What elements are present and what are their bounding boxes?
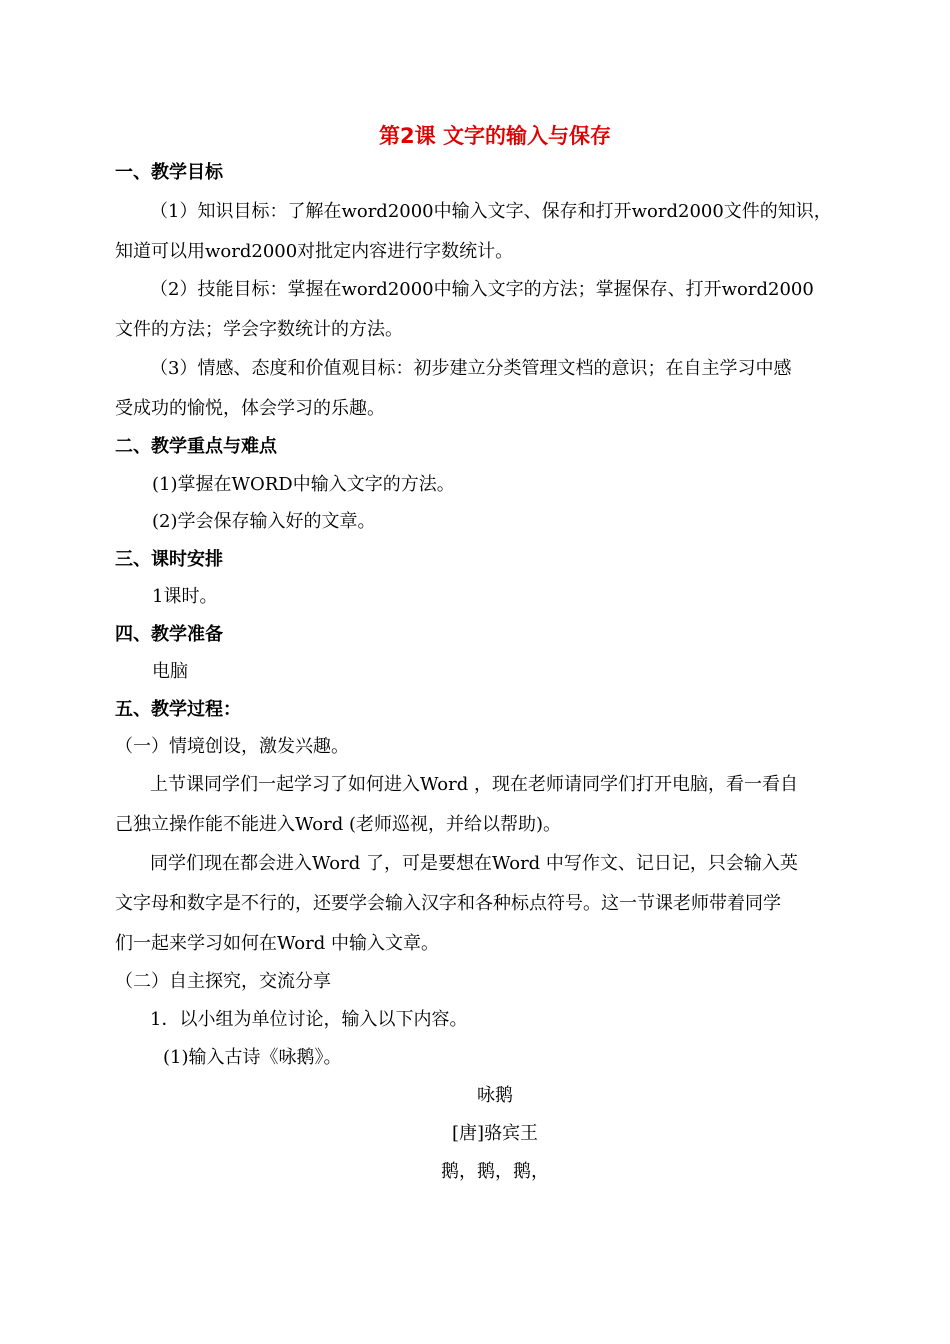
objective-knowledge-line2: 知道可以用word2000对批定内容进行字数统计。 [115, 241, 514, 262]
section-heading-schedule: 三、课时安排 [115, 549, 223, 570]
objective-knowledge-line1: （1）知识目标：了解在word2000中输入文字、保存和打开word2000文件的知识， [150, 201, 832, 222]
process-paragraph-1-line2: 己独立操作能不能进入Word (老师巡视，并给以帮助)。 [115, 814, 562, 835]
key-point-item-1: (1)掌握在WORD中输入文字的方法。 [152, 474, 455, 495]
process-step-1: 1．以小组为单位讨论，输入以下内容。 [150, 1009, 468, 1030]
schedule-text: 1课时。 [152, 586, 218, 607]
poem-line-1: 鹅，鹅，鹅， [441, 1161, 549, 1182]
process-subheading-1: （一）情境创设，激发兴趣。 [115, 736, 349, 757]
objective-skill-line2: 文件的方法；学会字数统计的方法。 [115, 319, 403, 340]
process-subheading-2: （二）自主探究，交流分享 [115, 971, 331, 992]
poem-title: 咏鹅 [477, 1085, 513, 1106]
process-paragraph-2-line3: 们一起来学习如何在Word 中输入文章。 [115, 933, 439, 954]
document-title: 第2课 文字的输入与保存 [379, 124, 611, 148]
section-heading-key-points: 二、教学重点与难点 [115, 436, 277, 457]
objective-emotion-line1: （3）情感、态度和价值观目标：初步建立分类管理文档的意识；在自主学习中感 [150, 358, 792, 379]
process-paragraph-2-line2: 文字母和数字是不行的，还要学会输入汉字和各种标点符号。这一节课老师带着同学 [115, 893, 781, 914]
section-heading-preparation: 四、教学准备 [115, 624, 223, 645]
objective-emotion-line2: 受成功的愉悦，体会学习的乐趣。 [115, 398, 385, 419]
process-step-1a: (1)输入古诗《咏鹅》。 [163, 1047, 342, 1068]
preparation-text: 电脑 [152, 661, 188, 682]
objective-skill-line1: （2）技能目标：掌握在word2000中输入文字的方法；掌握保存、打开word2000 [150, 279, 814, 300]
section-heading-process: 五、教学过程： [115, 699, 241, 720]
section-heading-objectives: 一、教学目标 [115, 162, 223, 183]
process-paragraph-1-line1: 上节课同学们一起学习了如何进入Word ，现在老师请同学们打开电脑，看一看自 [150, 774, 798, 795]
key-point-item-2: (2)学会保存输入好的文章。 [152, 511, 376, 532]
process-paragraph-2-line1: 同学们现在都会进入Word 了，可是要想在Word 中写作文、记日记，只会输入英 [150, 853, 798, 874]
poem-author: [唐]骆宾王 [451, 1123, 539, 1144]
